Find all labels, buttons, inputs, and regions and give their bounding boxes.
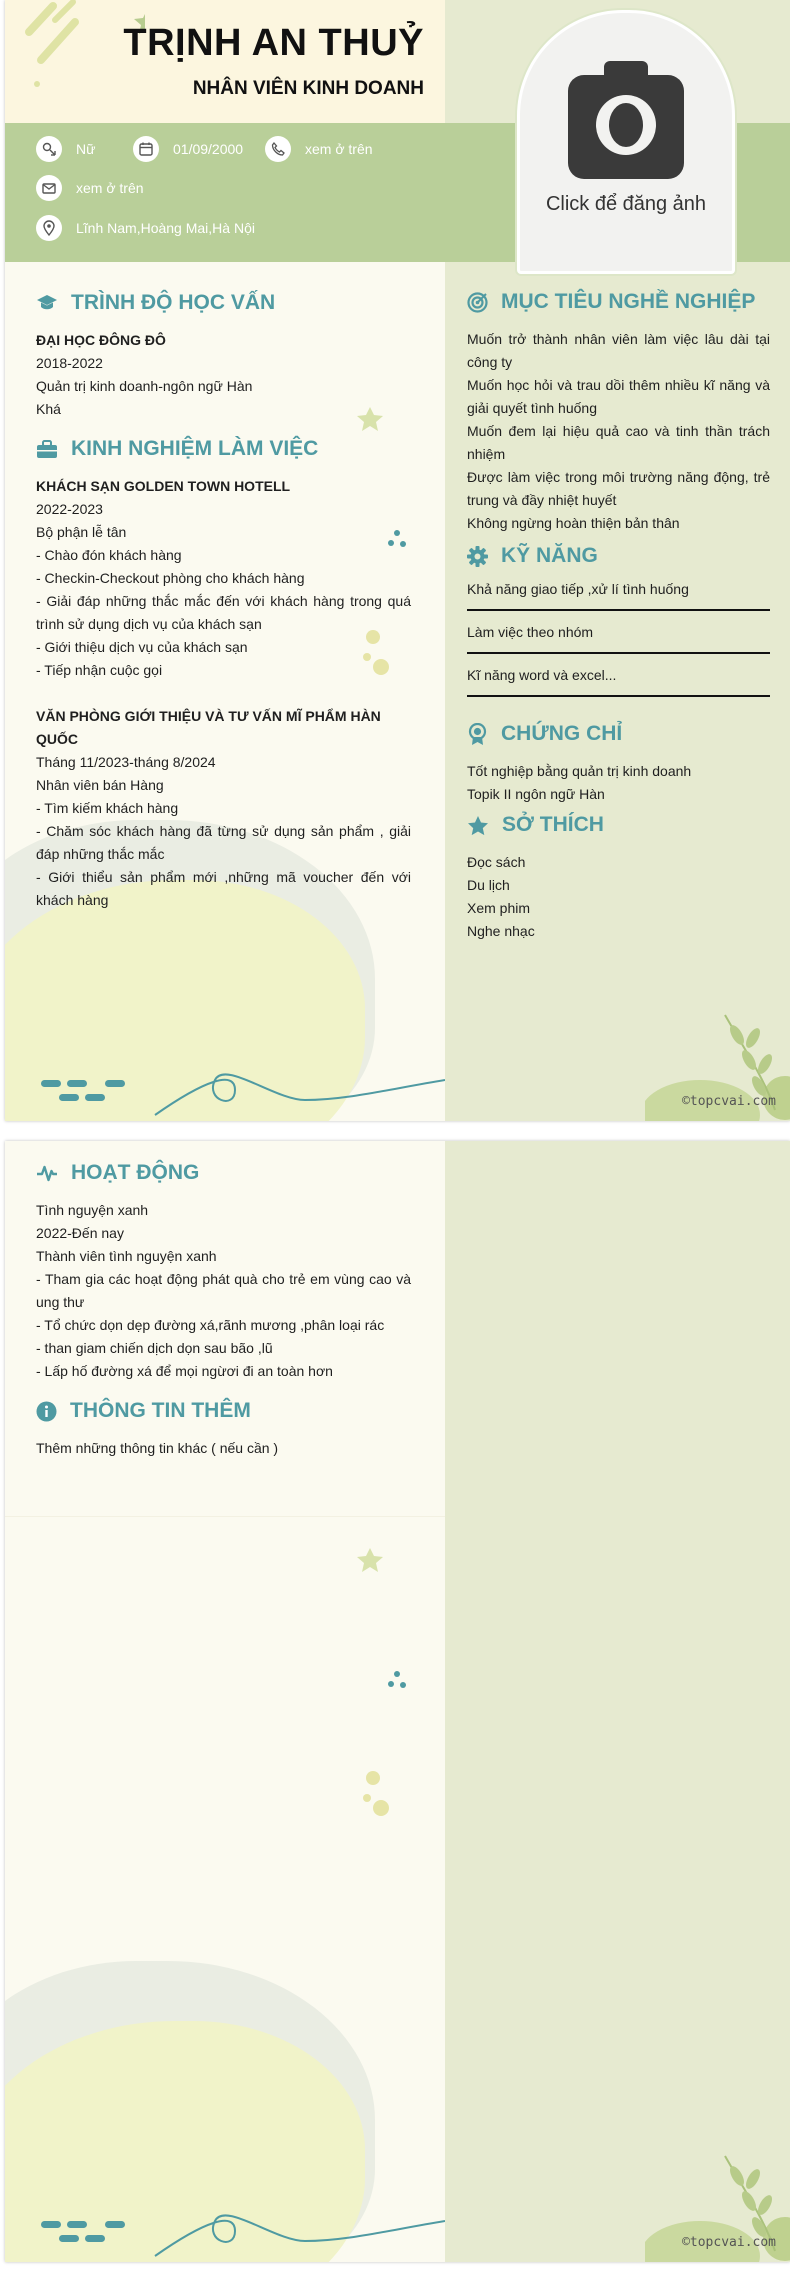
experience-title: KINH NGHIỆM LÀM VIỆC xyxy=(36,437,411,461)
email-icon xyxy=(36,175,62,201)
hobby-item: Xem phim xyxy=(467,900,531,916)
objective-item: Được làm việc trong môi trường năng động, trẻ trung và đầy nhiệt huyết xyxy=(467,469,770,508)
graduation-cap-icon xyxy=(36,294,58,312)
skill-item: Kĩ năng word và excel... xyxy=(467,662,770,697)
hobby-item: Đọc sách xyxy=(467,854,526,870)
skill-item: Khả năng giao tiếp ,xử lí tình huống xyxy=(467,576,770,611)
certificates-title: CHỨNG CHỈ xyxy=(467,722,770,746)
job-role: Bộ phận lễ tân xyxy=(36,524,127,540)
job-duty: - Giới thiệu dịch vụ của khách sạn xyxy=(36,639,248,655)
certificate-item: Tốt nghiệp bằng quản trị kinh doanh xyxy=(467,763,692,779)
school-name: ĐẠI HỌC ĐÔNG ĐÔ xyxy=(36,332,166,348)
photo-upload-label: Click để đăng ảnh xyxy=(545,193,707,215)
email-text: xem ở trên xyxy=(76,180,144,196)
footer-decor xyxy=(5,1040,445,1121)
education-period: 2018-2022 xyxy=(36,355,103,371)
extra-info-text: Thêm những thông tin khác ( nếu cần ) xyxy=(36,1440,279,1456)
objective-item: Không ngừng hoàn thiện bản thân xyxy=(467,515,680,531)
education-title: TRÌNH ĐỘ HỌC VẤN xyxy=(36,291,411,315)
target-icon xyxy=(467,292,488,313)
skill-item: Làm việc theo nhóm xyxy=(467,619,770,654)
body-decor xyxy=(355,405,425,685)
body-decor xyxy=(355,1546,425,1826)
birthdate-text: 01/09/2000 xyxy=(173,141,244,157)
hobbies-section xyxy=(467,813,770,943)
section-divider xyxy=(5,1516,445,1517)
activities-title: HOẠT ĐỘNG xyxy=(36,1161,411,1185)
briefcase-icon xyxy=(36,440,58,459)
job-duty: - Tiếp nhận cuộc gọi xyxy=(36,662,163,678)
job-period: Tháng 11/2023-tháng 8/2024 xyxy=(36,754,216,770)
activity-role: Thành viên tình nguyện xanh xyxy=(36,1248,217,1264)
skills-section xyxy=(467,544,770,705)
activity-item: - Tổ chức dọn dẹp đường xá,rãnh mương ,phân loại rác xyxy=(36,1317,385,1333)
activity-org: Tình nguyện xanh xyxy=(36,1202,149,1218)
candidate-position: NHÂN VIÊN KINH DOANH xyxy=(192,78,424,99)
email-info xyxy=(36,175,144,201)
gear-icon xyxy=(467,546,488,567)
watermark: ©topcvai.com xyxy=(682,2235,776,2250)
location-icon xyxy=(36,215,62,241)
certificates-section xyxy=(467,722,770,806)
education-grade: Khá xyxy=(36,401,61,417)
photo-upload[interactable] xyxy=(517,10,735,274)
activities-section xyxy=(36,1161,411,1383)
objective-item: Muốn học hỏi và trau dồi thêm nhiều kĩ năng và giải quyết tình huống xyxy=(467,377,770,416)
address-info xyxy=(36,215,255,241)
hobby-item: Du lịch xyxy=(467,877,510,893)
gender-info xyxy=(36,136,95,162)
objective-title: MỤC TIÊU NGHỀ NGHIỆP xyxy=(467,290,770,314)
certificate-item: Topik II ngôn ngữ Hàn xyxy=(467,786,605,802)
extra-info-title: THÔNG TIN THÊM xyxy=(36,1399,411,1423)
birthdate-info xyxy=(133,136,243,162)
job-role: Nhân viên bán Hàng xyxy=(36,777,164,793)
star-icon xyxy=(467,815,489,836)
phone-text: xem ở trên xyxy=(305,141,373,157)
activity-item: - Tham gia các hoạt động phát quà cho trẻ em vùng cao và ung thư xyxy=(36,1271,411,1310)
gender-text: Nữ xyxy=(76,141,96,157)
job-duty: - Chăm sóc khách hàng đã từng sử dụng sản phẩm , giải đáp những thắc mắc xyxy=(36,823,411,862)
objective-item: Muốn trở thành nhân viên làm việc lâu dài tại công ty xyxy=(467,331,770,370)
hobby-item: Nghe nhạc xyxy=(467,923,535,939)
cv-page-1 xyxy=(5,0,790,1121)
job-duty: - Tìm kiếm khách hàng xyxy=(36,800,179,816)
job-entry xyxy=(36,705,411,912)
activity-item: - than giam chiến dịch dọn sau bão ,lũ xyxy=(36,1340,273,1356)
education-section xyxy=(36,291,411,421)
job-period: 2022-2023 xyxy=(36,501,103,517)
job-duty: - Giới thiểu sản phẩm mới ,những mã voucher đến với khách hàng xyxy=(36,869,411,908)
hobbies-title: SỞ THÍCH xyxy=(467,813,770,837)
skills-title: KỸ NĂNG xyxy=(467,544,770,568)
watermark: ©topcvai.com xyxy=(682,1094,776,1109)
candidate-name: TRỊNH AN THUỶ xyxy=(123,22,424,64)
award-icon xyxy=(467,723,488,746)
job-duty: - Chào đón khách hàng xyxy=(36,547,182,563)
phone-info xyxy=(265,136,373,162)
info-icon xyxy=(36,1401,57,1422)
calendar-icon xyxy=(133,136,159,162)
objective-item: Muốn đem lại hiệu quả cao và tinh thần trách nhiệm xyxy=(467,423,770,462)
job-duty: - Checkin-Checkout phòng cho khách hàng xyxy=(36,570,305,586)
extra-info-section xyxy=(36,1399,411,1460)
gender-icon xyxy=(36,136,62,162)
cv-page-2 xyxy=(5,1141,790,2262)
objective-section xyxy=(467,290,770,535)
address-text: Lĩnh Nam,Hoàng Mai,Hà Nội xyxy=(76,220,255,236)
job-company: KHÁCH SẠN GOLDEN TOWN HOTELL xyxy=(36,478,291,494)
activity-period: 2022-Đến nay xyxy=(36,1225,124,1241)
phone-icon xyxy=(265,136,291,162)
activity-item: - Lấp hố đường xá để mọi ngừơi đi an toàn hơn xyxy=(36,1363,333,1379)
footer-decor xyxy=(5,2181,445,2262)
job-duty: - Giải đáp những thắc mắc đến với khách hàng trong quá trình sử dụng dịch vụ của khách sạn xyxy=(36,593,411,632)
pulse-icon xyxy=(36,1164,58,1182)
camera-icon xyxy=(564,53,688,185)
education-major: Quản trị kinh doanh-ngôn ngữ Hàn xyxy=(36,378,253,394)
job-company: VĂN PHÒNG GIỚI THIỆU VÀ TƯ VẤN MĨ PHẨM HÀN QUỐC xyxy=(36,708,381,747)
